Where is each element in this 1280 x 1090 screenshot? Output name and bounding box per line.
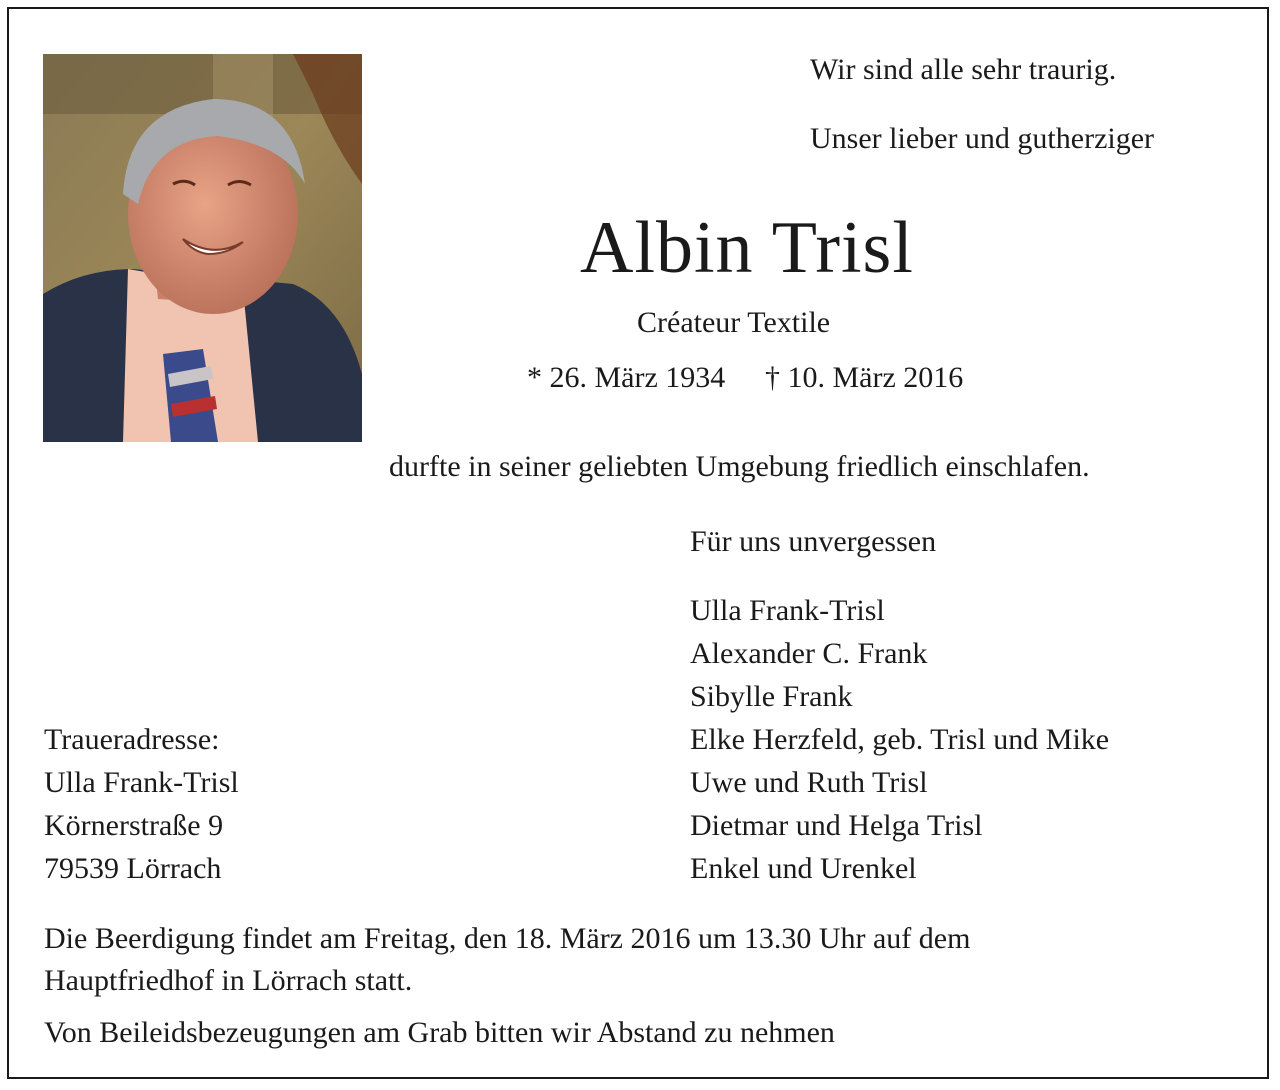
portrait-photo bbox=[43, 54, 362, 442]
mourner-name: Elke Herzfeld, geb. Trisl und Mike bbox=[690, 723, 1110, 756]
mourning-address bbox=[44, 718, 239, 890]
birth-date: * 26. März 1934 bbox=[527, 361, 726, 394]
profession: Créateur Textile bbox=[637, 306, 831, 339]
address-name: Ulla Frank-Trisl bbox=[44, 766, 239, 799]
mourners-list bbox=[690, 589, 1109, 890]
passing-statement: durfte in seiner geliebten Umgebung friedlich einschlafen. bbox=[389, 450, 1090, 483]
address-street: Körnerstraße 9 bbox=[44, 809, 224, 842]
deceased-name: Albin Trisl bbox=[580, 207, 914, 289]
mourner-name: Uwe und Ruth Trisl bbox=[690, 766, 928, 799]
address-label: Traueradresse: bbox=[44, 723, 220, 756]
intro-line-1: Wir sind alle sehr traurig. bbox=[810, 53, 1117, 86]
mourner-name: Dietmar und Helga Trisl bbox=[690, 809, 983, 842]
portrait-illustration bbox=[43, 54, 362, 442]
remembrance-line: Für uns unvergessen bbox=[690, 525, 937, 558]
funeral-line-2: Hauptfriedhof in Lörrach statt. bbox=[44, 964, 413, 997]
mourner-name: Sibylle Frank bbox=[690, 680, 853, 713]
intro-line-2: Unser lieber und gutherziger bbox=[810, 122, 1155, 155]
condolence-note: Von Beileidsbezeugungen am Grab bitten wir Abstand zu nehmen bbox=[44, 1016, 835, 1049]
death-date: † 10. März 2016 bbox=[765, 361, 964, 394]
mourner-name: Alexander C. Frank bbox=[690, 637, 928, 670]
mourner-name: Enkel und Urenkel bbox=[690, 852, 917, 885]
funeral-line-1: Die Beerdigung findet am Freitag, den 18. März 2016 um 13.30 Uhr auf dem bbox=[44, 922, 971, 955]
funeral-info bbox=[44, 918, 970, 1002]
address-city: 79539 Lörrach bbox=[44, 852, 222, 885]
mourner-name: Ulla Frank-Trisl bbox=[690, 594, 885, 627]
